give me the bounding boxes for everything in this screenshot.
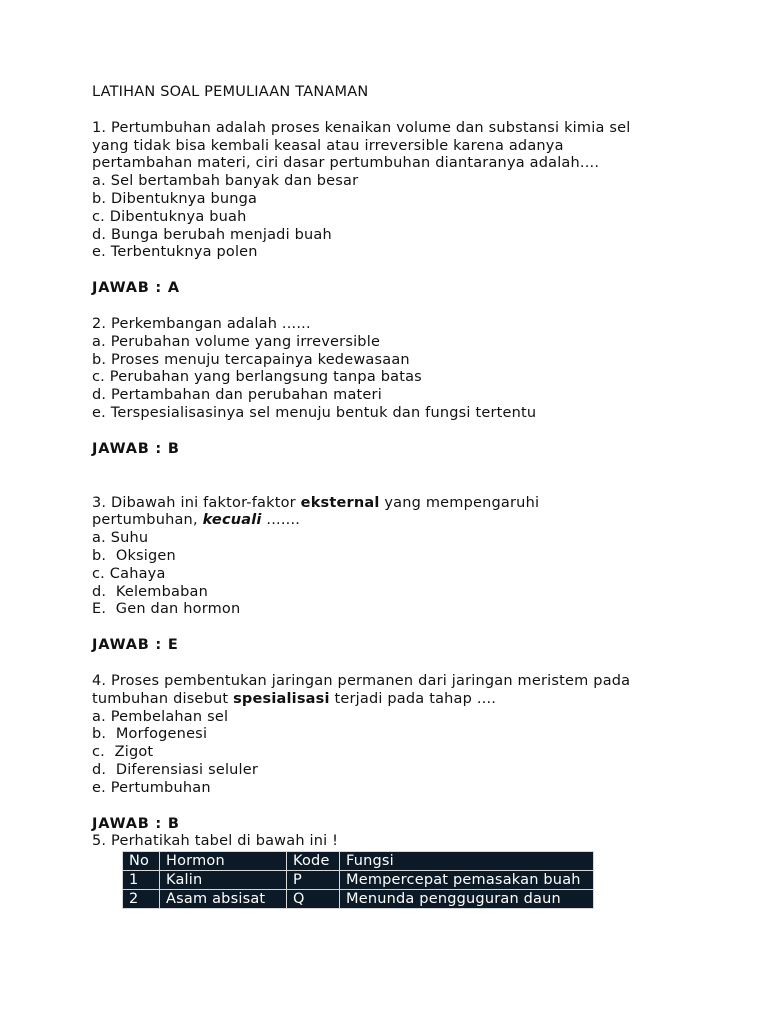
answer-2: JAWAB : B [92,440,180,457]
option: b. Dibentuknya bunga [92,190,258,207]
document-body [92,84,692,909]
option: d. Pertambahan dan perubahan materi [92,387,382,404]
table-cell: Mempercepat pemasakan buah [340,871,594,890]
question-1-text: yang tidak bisa kembali keasal atau irreversible karena adanya [92,137,564,154]
option: e. Terspesialisasinya sel menuju bentuk dan fungsi tertentu [92,404,537,421]
document-title: LATIHAN SOAL PEMULIAAN TANAMAN [92,84,369,100]
table-cell: 1 [123,871,160,890]
question-3-text [92,495,692,513]
question-2-text: 2. Perkembangan adalah ...... [92,315,311,332]
table-cell: P [287,871,340,890]
option: b. Proses menuju tercapainya kedewasaan [92,351,410,368]
option: b. Oksigen [92,547,176,564]
table-header-cell: Fungsi [340,852,594,871]
table-cell: Kalin [160,871,287,890]
option: E. Gen dan hormon [92,601,241,618]
option: a. Sel bertambah banyak dan besar [92,173,359,190]
table-row [123,890,594,909]
answer-4: JAWAB : B [92,815,180,832]
table-cell: Menunda pengguguran daun [340,890,594,909]
table-cell: Asam absisat [160,890,287,909]
answer-3: JAWAB : E [92,637,179,654]
question-3-line2-pre: pertumbuhan, [92,512,203,529]
question-1-text: 1. Pertumbuhan adalah proses kenaikan volume dan substansi kimia sel [92,119,631,136]
table-header-row [123,852,594,871]
keyword-spesialisasi: spesialisasi [233,690,330,707]
question-4-line2-post: terjadi pada tahap .... [329,690,497,707]
table-row [123,871,594,890]
table-cell: Q [287,890,340,909]
question-4-text [92,691,692,709]
option: c. Cahaya [92,565,166,582]
option: a. Suhu [92,530,149,547]
question-3-post: yang mempengaruhi [379,494,540,511]
option: b. Morfogenesi [92,726,208,743]
option: e. Terbentuknya polen [92,244,258,261]
question-3-text [92,512,692,530]
hormone-table [122,851,594,909]
option: e. Pertumbuhan [92,779,211,796]
question-5-text: 5. Perhatikah tabel di bawah ini ! [92,833,339,850]
question-4-text: 4. Proses pembentukan jaringan permanen dari jaringan meristem pada [92,672,631,689]
option: a. Pembelahan sel [92,708,229,725]
table-header-cell: Hormon [160,852,287,871]
table-header-cell: Kode [287,852,340,871]
option: d. Bunga berubah menjadi buah [92,226,332,243]
table-cell: 2 [123,890,160,909]
question-3-line2-post: ....... [261,512,301,529]
question-1-text: pertambahan materi, ciri dasar pertumbuhan diantaranya adalah.... [92,155,600,172]
keyword-kecuali: kecuali [202,512,262,529]
question-4-line2-pre: tumbuhan disebut [92,690,234,707]
option: d. Kelembaban [92,583,208,600]
option: c. Dibentuknya buah [92,208,247,225]
question-3-pre: 3. Dibawah ini faktor-faktor [92,494,301,511]
option: a. Perubahan volume yang irreversible [92,333,381,350]
answer-1: JAWAB : A [92,280,180,297]
keyword-eksternal: eksternal [300,494,380,511]
option: c. Zigot [92,744,154,761]
option: c. Perubahan yang berlangsung tanpa batas [92,369,422,386]
option: d. Diferensiasi seluler [92,761,259,778]
table-header-cell: No [123,852,160,871]
